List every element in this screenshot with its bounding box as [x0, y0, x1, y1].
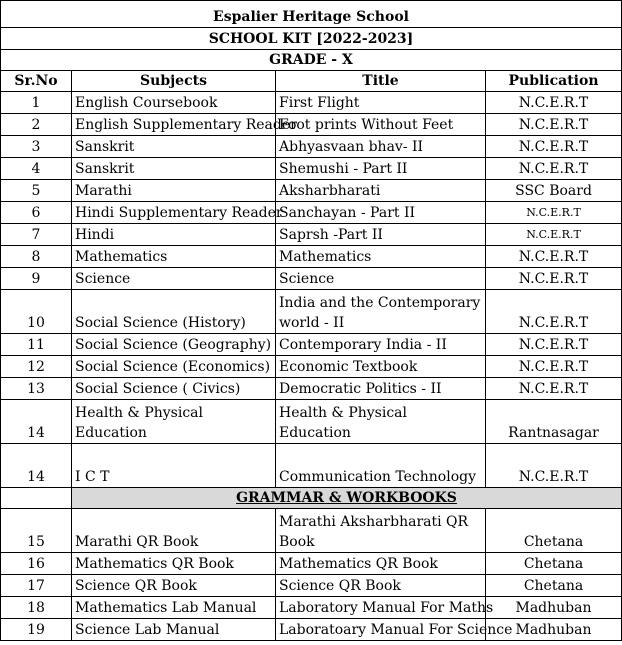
- title-cell[interactable]: Laboratoary Manual For Science: [276, 619, 486, 641]
- srno-cell[interactable]: 9: [1, 268, 72, 290]
- srno-cell[interactable]: 1: [1, 92, 72, 114]
- publication-cell[interactable]: N.C.E.R.T: [486, 444, 622, 488]
- subject-cell[interactable]: Hindi Supplementary Reader: [72, 202, 276, 224]
- subject-cell[interactable]: Hindi: [72, 224, 276, 246]
- srno-cell[interactable]: 10: [1, 290, 72, 334]
- title-cell[interactable]: Science QR Book: [276, 575, 486, 597]
- table-row: [1, 400, 622, 444]
- publication-cell[interactable]: N.C.E.R.T: [486, 334, 622, 356]
- publication-cell[interactable]: N.C.E.R.T: [486, 224, 622, 246]
- srno-cell[interactable]: 5: [1, 180, 72, 202]
- title-cell[interactable]: Foot prints Without Feet: [276, 114, 486, 136]
- publication-cell[interactable]: Rantnasagar: [486, 400, 622, 444]
- table-row: [1, 356, 622, 378]
- srno-cell[interactable]: 19: [1, 619, 72, 641]
- title-cell[interactable]: Marathi Aksharbharati QR Book: [276, 509, 486, 553]
- publication-cell[interactable]: N.C.E.R.T: [486, 246, 622, 268]
- publication-cell[interactable]: N.C.E.R.T: [486, 290, 622, 334]
- srno-cell[interactable]: 16: [1, 553, 72, 575]
- subject-cell[interactable]: Social Science (History): [72, 290, 276, 334]
- table-row: [1, 290, 622, 334]
- table-row: [1, 444, 622, 488]
- srno-cell[interactable]: 3: [1, 136, 72, 158]
- table-row: [1, 553, 622, 575]
- publication-cell[interactable]: Madhuban: [486, 619, 622, 641]
- table-row: [1, 224, 622, 246]
- srno-cell[interactable]: 12: [1, 356, 72, 378]
- subject-cell[interactable]: I C T: [72, 444, 276, 488]
- srno-cell[interactable]: 15: [1, 509, 72, 553]
- title-cell[interactable]: Democratic Politics - II: [276, 378, 486, 400]
- subject-cell[interactable]: Social Science (Geography): [72, 334, 276, 356]
- subject-cell[interactable]: Mathematics: [72, 246, 276, 268]
- subject-cell[interactable]: Social Science ( Civics): [72, 378, 276, 400]
- table-row: [1, 334, 622, 356]
- table-row: [1, 202, 622, 224]
- table-row: [1, 92, 622, 114]
- table-row: [1, 378, 622, 400]
- subject-cell[interactable]: Sanskrit: [72, 136, 276, 158]
- srno-cell[interactable]: 17: [1, 575, 72, 597]
- publication-cell[interactable]: N.C.E.R.T: [486, 158, 622, 180]
- title-cell[interactable]: Shemushi - Part II: [276, 158, 486, 180]
- section-row: [1, 488, 622, 509]
- header-srno[interactable]: Sr.No: [1, 71, 72, 92]
- publication-cell[interactable]: N.C.E.R.T: [486, 356, 622, 378]
- srno-cell[interactable]: 7: [1, 224, 72, 246]
- srno-cell[interactable]: 14: [1, 400, 72, 444]
- title-cell[interactable]: First Flight: [276, 92, 486, 114]
- title-cell[interactable]: Aksharbharati: [276, 180, 486, 202]
- table-row: [1, 575, 622, 597]
- grade-label[interactable]: GRADE - X: [1, 50, 622, 71]
- publication-cell[interactable]: Madhuban: [486, 597, 622, 619]
- srno-cell[interactable]: 4: [1, 158, 72, 180]
- srno-cell[interactable]: 14: [1, 444, 72, 488]
- section-title[interactable]: GRAMMAR & WORKBOOKS: [72, 488, 622, 509]
- publication-cell[interactable]: SSC Board: [486, 180, 622, 202]
- title-cell[interactable]: Mathematics QR Book: [276, 553, 486, 575]
- publication-cell[interactable]: N.C.E.R.T: [486, 92, 622, 114]
- title-cell[interactable]: Contemporary India - II: [276, 334, 486, 356]
- title-cell[interactable]: Saprsh -Part II: [276, 224, 486, 246]
- subject-cell[interactable]: Marathi: [72, 180, 276, 202]
- header-title[interactable]: Title: [276, 71, 486, 92]
- publication-cell[interactable]: N.C.E.R.T: [486, 136, 622, 158]
- table-row: [1, 509, 622, 553]
- srno-cell[interactable]: 2: [1, 114, 72, 136]
- srno-cell[interactable]: 18: [1, 597, 72, 619]
- subject-cell[interactable]: Sanskrit: [72, 158, 276, 180]
- title-cell[interactable]: Mathematics: [276, 246, 486, 268]
- subject-cell[interactable]: Science: [72, 268, 276, 290]
- publication-cell[interactable]: N.C.E.R.T: [486, 268, 622, 290]
- table-row: [1, 114, 622, 136]
- subject-cell[interactable]: Mathematics QR Book: [72, 553, 276, 575]
- srno-cell[interactable]: 8: [1, 246, 72, 268]
- title-cell[interactable]: Health & Physical Education: [276, 400, 486, 444]
- school-name[interactable]: Espalier Heritage School: [1, 1, 622, 28]
- title-cell[interactable]: Science: [276, 268, 486, 290]
- srno-cell[interactable]: 6: [1, 202, 72, 224]
- table-row: [1, 597, 622, 619]
- publication-cell[interactable]: Chetana: [486, 553, 622, 575]
- title-cell[interactable]: Laboratory Manual For Maths: [276, 597, 486, 619]
- subject-cell[interactable]: Science Lab Manual: [72, 619, 276, 641]
- title-cell[interactable]: Abhyasvaan bhav- II: [276, 136, 486, 158]
- subject-cell[interactable]: English Supplementary Reader: [72, 114, 276, 136]
- title-cell[interactable]: Communication Technology: [276, 444, 486, 488]
- table-row: [1, 136, 622, 158]
- publication-cell[interactable]: Chetana: [486, 575, 622, 597]
- title-cell[interactable]: Sanchayan - Part II: [276, 202, 486, 224]
- title-cell[interactable]: Economic Textbook: [276, 356, 486, 378]
- subject-cell[interactable]: Science QR Book: [72, 575, 276, 597]
- srno-cell[interactable]: 13: [1, 378, 72, 400]
- publication-cell[interactable]: N.C.E.R.T: [486, 114, 622, 136]
- table-row: [1, 158, 622, 180]
- subject-cell[interactable]: English Coursebook: [72, 92, 276, 114]
- section-blank-cell[interactable]: [1, 488, 72, 509]
- table-row: [1, 619, 622, 641]
- header-subjects[interactable]: Subjects: [72, 71, 276, 92]
- table-row: [1, 246, 622, 268]
- subject-cell[interactable]: Social Science (Economics): [72, 356, 276, 378]
- srno-cell[interactable]: 11: [1, 334, 72, 356]
- subject-cell[interactable]: Health & Physical Education: [72, 400, 276, 444]
- title-cell[interactable]: India and the Contemporary world - II: [276, 290, 486, 334]
- table-row: [1, 180, 622, 202]
- publication-cell[interactable]: N.C.E.R.T: [486, 378, 622, 400]
- table-row: [1, 268, 622, 290]
- subject-cell[interactable]: Marathi QR Book: [72, 509, 276, 553]
- publication-cell[interactable]: N.C.E.R.T: [486, 202, 622, 224]
- header-publication[interactable]: Publication: [486, 71, 622, 92]
- publication-cell[interactable]: Chetana: [486, 509, 622, 553]
- subject-cell[interactable]: Mathematics Lab Manual: [72, 597, 276, 619]
- kit-title[interactable]: SCHOOL KIT [2022-2023]: [1, 28, 622, 50]
